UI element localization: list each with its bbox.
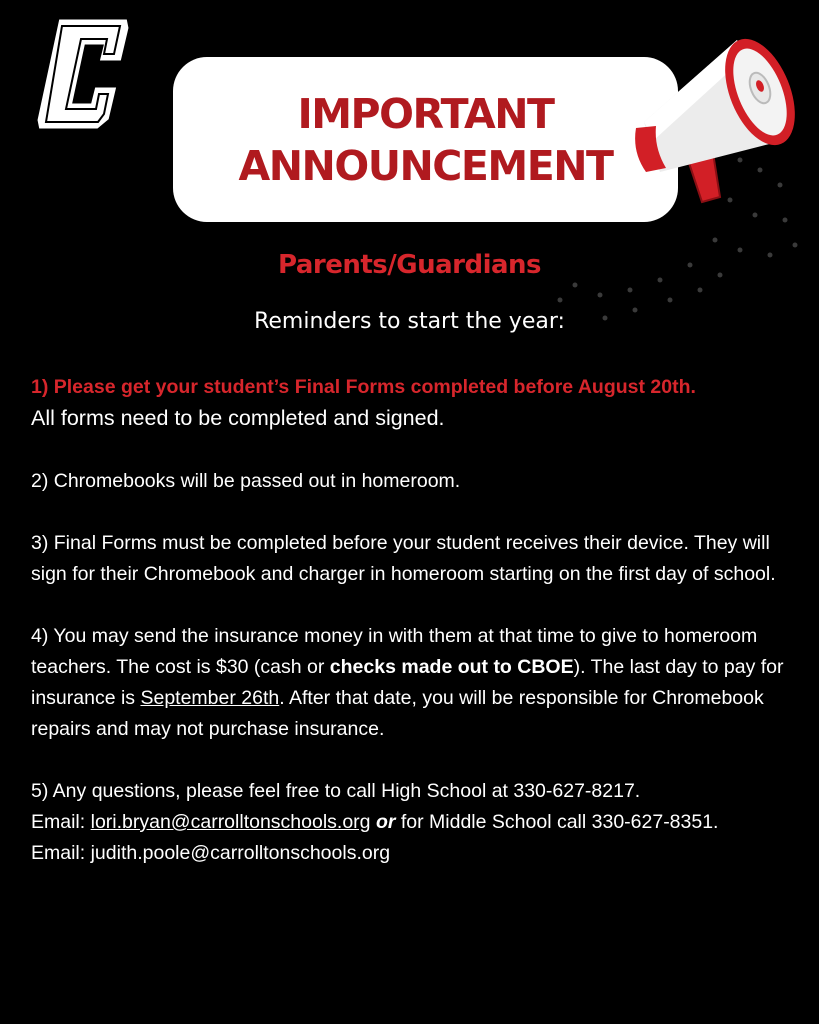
- reminder-item-4: [31, 621, 806, 745]
- ms-email-text: Email: judith.poole@carrolltonschools.org: [31, 842, 391, 864]
- ms-phone-text: for Middle School call 330-627-8351.: [395, 811, 719, 833]
- or-text: or: [375, 811, 396, 833]
- banner-title-line1: IMPORTANT: [297, 89, 554, 138]
- hs-email-link[interactable]: lori.bryan@carrolltonschools.org: [90, 811, 371, 833]
- reminder-list: [31, 372, 806, 900]
- intro-text: Reminders to start the year:: [254, 309, 565, 334]
- megaphone-icon: [632, 22, 797, 212]
- item4-bold: checks made out to CBOE: [329, 656, 574, 678]
- insurance-deadline: September 26th: [140, 687, 280, 709]
- reminder-item-5: [31, 776, 806, 869]
- item1-highlight: 1) Please get your student’s Final Forms completed before August 20th.: [31, 376, 696, 398]
- letter-c-logo-icon: [34, 16, 132, 132]
- item4-part2: ). The last day to pay for insurance is: [31, 656, 784, 709]
- item1-text: All forms need to be completed and signed.: [31, 406, 445, 430]
- banner-title-line2: ANNOUNCEMENT: [238, 141, 613, 190]
- reminder-item-3: 3) Final Forms must be completed before your student receives their device. They will sign for their Chromebook and charger in homeroom starting on the first day of school.: [31, 532, 776, 585]
- reminder-item-1: [31, 372, 806, 435]
- reminder-item-2: 2) Chromebooks will be passed out in homeroom.: [31, 470, 461, 492]
- email-label: Email:: [31, 811, 91, 833]
- item5-line1: 5) Any questions, please feel free to call High School at 330-627-8217.: [31, 780, 641, 802]
- subheading: Parents/Guardians: [277, 250, 542, 280]
- item4-part3: . After that date, you will be responsible for Chromebook repairs and may not purchase insurance.: [31, 687, 764, 740]
- item4-part1: 4) You may send the insurance money in with them at that time to give to homeroom teachers. The cost is $30 (cash or: [31, 625, 758, 678]
